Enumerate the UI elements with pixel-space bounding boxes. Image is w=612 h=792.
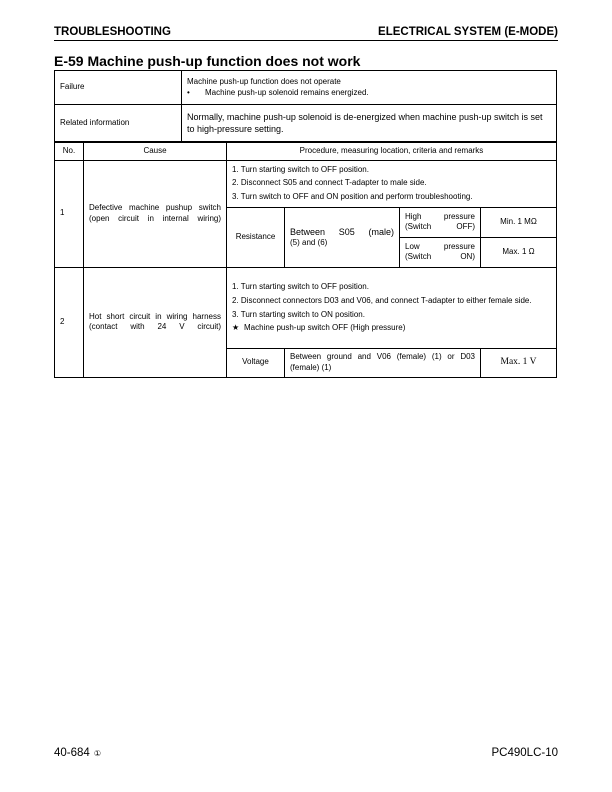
- row2-step: 1. Turn starting switch to OFF position.: [232, 282, 369, 292]
- row1-cause: Defective machine pushup switch (open circuit in internal wiring): [84, 160, 227, 267]
- row1-step: 3. Turn switch to OFF and ON position and perform troubleshooting.: [232, 192, 473, 202]
- star-icon: ★: [232, 322, 240, 332]
- failure-label: Failure: [55, 71, 182, 105]
- related-info-label: Related information: [55, 105, 182, 142]
- row1-between-suffix: (5) and (6): [290, 237, 328, 247]
- row2-measure-type: Voltage: [227, 348, 285, 377]
- failure-text: Machine push-up function does not operate: [187, 76, 341, 86]
- row2-step: 2. Disconnect connectors D03 and V06, and connect T-adapter to either female side.: [232, 296, 532, 305]
- row2-cause: Hot short circuit in wiring harness (contact with 24 V circuit): [84, 267, 227, 377]
- row1-step: 1. Turn starting switch to OFF position.: [232, 164, 369, 174]
- row1-no: 1: [55, 160, 84, 267]
- row1-between-prefix: Between S05 (male): [290, 226, 394, 237]
- row1-step: 2. Disconnect S05 and connect T-adapter to male side.: [232, 178, 427, 188]
- row2-note: [232, 323, 551, 334]
- header-no: No.: [55, 143, 84, 161]
- row2-value: Max. 1 V: [481, 348, 557, 377]
- troubleshooting-table: [54, 142, 557, 378]
- page-number-text: 40-684: [54, 747, 90, 759]
- failure-cell: [182, 71, 557, 105]
- row1-steps: [227, 160, 557, 207]
- row2-step: 3. Turn starting switch to ON position.: [232, 309, 365, 319]
- row1-measure-type: Resistance: [227, 207, 285, 267]
- revision-mark-icon: ①: [93, 749, 101, 758]
- header-chapter-title: ELECTRICAL SYSTEM (E-MODE): [378, 26, 558, 38]
- row1-condition-high: High pressure (Switch OFF): [400, 207, 481, 237]
- header-procedure: Procedure, measuring location, criteria and remarks: [227, 143, 557, 161]
- header-cause: Cause: [84, 143, 227, 161]
- page-header: [54, 26, 558, 41]
- failure-bullet-line: [187, 88, 551, 99]
- row2-no: 2: [55, 267, 84, 377]
- bullet-icon: •: [187, 87, 190, 97]
- row2-location: Between ground and V06 (female) (1) or D03 (female) (1): [285, 348, 481, 377]
- row1-condition-low: Low pressure (Switch ON): [400, 237, 481, 267]
- page-title: E-59 Machine push-up function does not work: [54, 53, 361, 69]
- row2-note-text: Machine push-up switch OFF (High pressure): [244, 322, 406, 332]
- row1-value-high: Min. 1 MΩ: [481, 207, 557, 237]
- failure-bullet-text: Machine push-up solenoid remains energized.: [205, 87, 369, 97]
- row2-step-list: [232, 282, 551, 320]
- header-section-title: TROUBLESHOOTING: [54, 26, 171, 38]
- page-number: [54, 747, 101, 759]
- failure-summary-table: [54, 70, 557, 142]
- row1-step-list: [232, 165, 551, 203]
- row1-value-low: Max. 1 Ω: [481, 237, 557, 267]
- model-name: PC490LC-10: [491, 747, 558, 759]
- related-info-text: Normally, machine push-up solenoid is de-energized when machine push-up switch is set to high-pressure setting.: [182, 105, 557, 142]
- row1-between: [285, 207, 400, 267]
- row2-steps: [227, 267, 557, 348]
